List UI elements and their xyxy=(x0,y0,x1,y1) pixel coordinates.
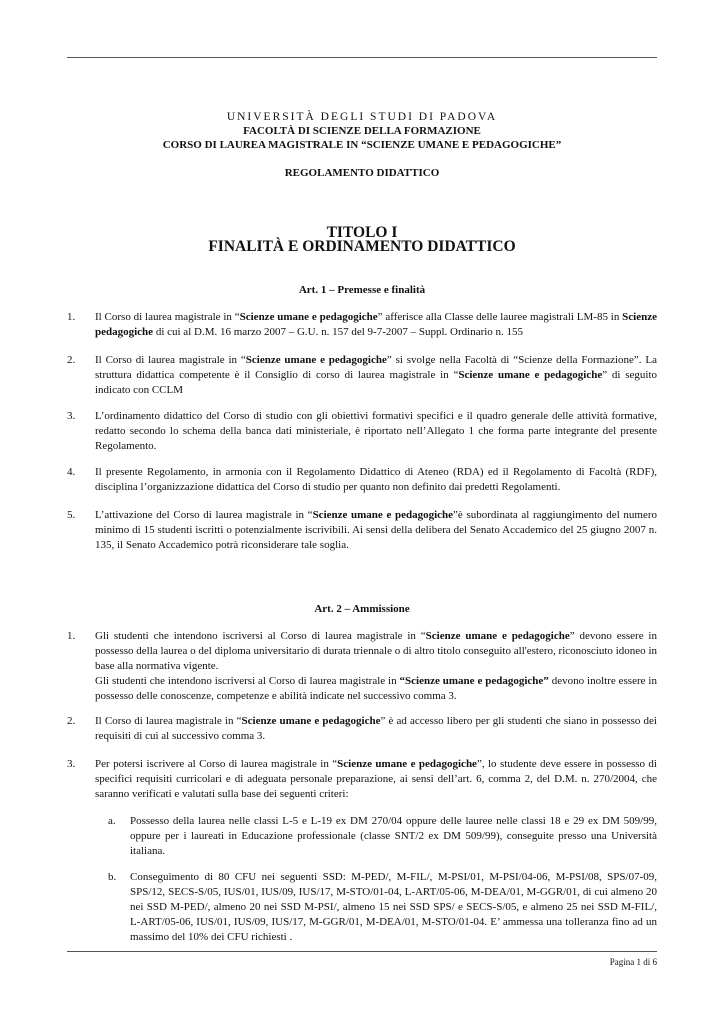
page-number: Pagina 1 di 6 xyxy=(609,957,657,967)
art1-paragraph-4 xyxy=(67,465,657,495)
text: Il presente Regolamento, in armonia con il Regolamento Didattico di Ateneo (RDA) ed il Regolamento di Facoltà (RDF), disciplina l’organizzazione didattica del Corso di studio per quanto non definito dai predetti Regolamenti. xyxy=(95,466,657,493)
paragraph-number: 1. xyxy=(67,630,76,642)
art2-subitem-b xyxy=(108,870,657,945)
course-name: CORSO DI LAUREA MAGISTRALE IN “SCIENZE UMANE E PEDAGOGICHE” xyxy=(162,139,562,151)
text: Il Corso di laurea magistrale in “ xyxy=(95,715,242,727)
bold-text: Scienze pedagogiche xyxy=(95,311,657,338)
paragraph-number: 4. xyxy=(67,466,76,478)
bold-text: Scienze umane e pedagogiche xyxy=(245,354,387,366)
paragraph-number: 5. xyxy=(67,509,76,521)
art2-paragraph-2 xyxy=(67,714,657,744)
footer-rule xyxy=(67,951,657,952)
text: Possesso della laurea nelle classi L-5 e L-19 ex DM 270/04 oppure delle lauree nelle classi 18 e 29 ex DM 509/99, oppure per i laureati in Educazione professionale (classe SNT/2 ex DM 509/99), conseguite presso una Università italiana. xyxy=(130,815,657,857)
text: ”è subordinata al raggiungimento del numero minimo di 15 studenti iscritti o potenzialmente iscrivibili. Ai sensi della delibera del Senato Accademico del 25 giugno 2007 n. 135, il Senato Accademico potrà riconsiderare tale soglia. xyxy=(95,509,657,551)
text: devono inoltre essere in possesso delle conoscenze, competenze e abilità indicate nel successivo comma 3. xyxy=(95,675,657,702)
bold-text: Scienze umane e pedagogiche xyxy=(458,369,603,381)
article-1-heading: Art. 1 – Premesse e finalità xyxy=(298,284,426,296)
text: ” afferisce alla Classe delle lauree magistrali LM-85 in xyxy=(377,311,623,323)
art2-paragraph-1 xyxy=(67,629,657,704)
text: Per potersi iscrivere al Corso di laurea magistrale in “ xyxy=(95,758,338,770)
text: L’ordinamento didattico del Corso di studio con gli obiettivi formativi specifici e il quadro generale delle attività formative, redatto secondo lo schema della banca dati ministeriale, è riportato nell’Allegato 1 che forma parte integrante del presente Regolamento. xyxy=(95,410,657,452)
text: ”, lo studente deve essere in possesso di specifici requisiti curricolari e di adeguata personale preparazione, ai sensi dell’art. 6, comma 2, del D.M. n. 270/2004, che saranno verificati e valutati sulla base dei seguenti criteri: xyxy=(95,758,657,800)
paragraph-number: 3. xyxy=(67,758,76,770)
text: ” devono essere in possesso della laurea o del diploma universitario di durata triennale o di altro titolo conseguito all'estero, riconosciuto idoneo in base alla normativa vigente. xyxy=(95,630,657,672)
article-2-heading: Art. 2 – Ammissione xyxy=(314,603,410,615)
art2-paragraph-3 xyxy=(67,757,657,802)
art1-paragraph-3 xyxy=(67,409,657,454)
bold-text: Scienze umane e pedagogiche xyxy=(337,758,477,770)
bold-text: Scienze umane e pedagogiche xyxy=(312,509,454,521)
bold-text: Scienze umane e pedagogiche xyxy=(241,715,381,727)
text: Gli studenti che intendono iscriversi al Corso di laurea magistrale in xyxy=(95,675,400,687)
bold-text: Scienze umane e pedagogiche xyxy=(425,630,570,642)
faculty-name: FACOLTÀ DI SCIENZE DELLA FORMAZIONE xyxy=(243,125,481,137)
text: Il Corso di laurea magistrale in “ xyxy=(95,354,246,366)
bold-text: “Scienze umane e pedagogiche” xyxy=(399,675,549,687)
subitem-letter: a. xyxy=(108,815,116,827)
text: Il Corso di laurea magistrale in “ xyxy=(95,311,240,323)
document-title: REGOLAMENTO DIDATTICO xyxy=(284,167,440,179)
text: Gli studenti che intendono iscriversi al Corso di laurea magistrale in “ xyxy=(95,630,426,642)
subitem-letter: b. xyxy=(108,871,117,883)
art1-paragraph-2 xyxy=(67,353,657,398)
paragraph-number: 1. xyxy=(67,311,76,323)
text: ” di seguito indicato con CCLM xyxy=(95,369,657,396)
title-heading: FINALITÀ E ORDINAMENTO DIDATTICO xyxy=(208,238,516,255)
art2-subitem-a xyxy=(108,814,657,859)
paragraph-number: 3. xyxy=(67,410,76,422)
art1-paragraph-1 xyxy=(67,310,657,340)
text: L’attivazione del Corso di laurea magistrale in “ xyxy=(95,509,313,521)
paragraph-number: 2. xyxy=(67,354,76,366)
title-number: TITOLO I xyxy=(326,224,398,241)
header-rule xyxy=(67,57,657,58)
text: Conseguimento di 80 CFU nei seguenti SSD: M-PED/, M-FIL/, M-PSI/01, M-PSI/04-06, M-PSI/08, SPS/07-09, SPS/12, SECS-S/05, IUS/01, IUS/09, IUS/17, M-STO/01-04, L-ART/05-06, M-DEA/01, M-GGR/01, di cui almeno 20 nei SSD M-PED/, almeno 20 nei SSD M-PSI/, almeno 15 nei SSD SPS/ e SECS-S/05, e almeno 25 nei SSD M-FIL/, L-ART/05-06, IUS/01, IUS/09, IUS/17, M-GGR/01, M-DEA/01, M-STO/01-04. E’ ammessa una tolleranza fino ad un massimo del 10% dei CFU richiesti . xyxy=(130,871,657,943)
university-name: UNIVERSITÀ DEGLI STUDI DI PADOVA xyxy=(226,111,498,123)
text: ” si svolge nella Facoltà di “Scienze della Formazione”. La struttura didattica competente è il Consiglio di corso di laurea magistrale in “ xyxy=(95,354,657,381)
paragraph-number: 2. xyxy=(67,715,76,727)
text: di cui al D.M. 16 marzo 2007 – G.U. n. 157 del 9-7-2007 – Suppl. Ordinario n. 155 xyxy=(153,326,524,338)
bold-text: Scienze umane e pedagogiche xyxy=(239,311,378,323)
text: ” è ad accesso libero per gli studenti che siano in possesso dei requisiti di cui al successivo comma 3. xyxy=(95,715,657,742)
art1-paragraph-5 xyxy=(67,508,657,553)
